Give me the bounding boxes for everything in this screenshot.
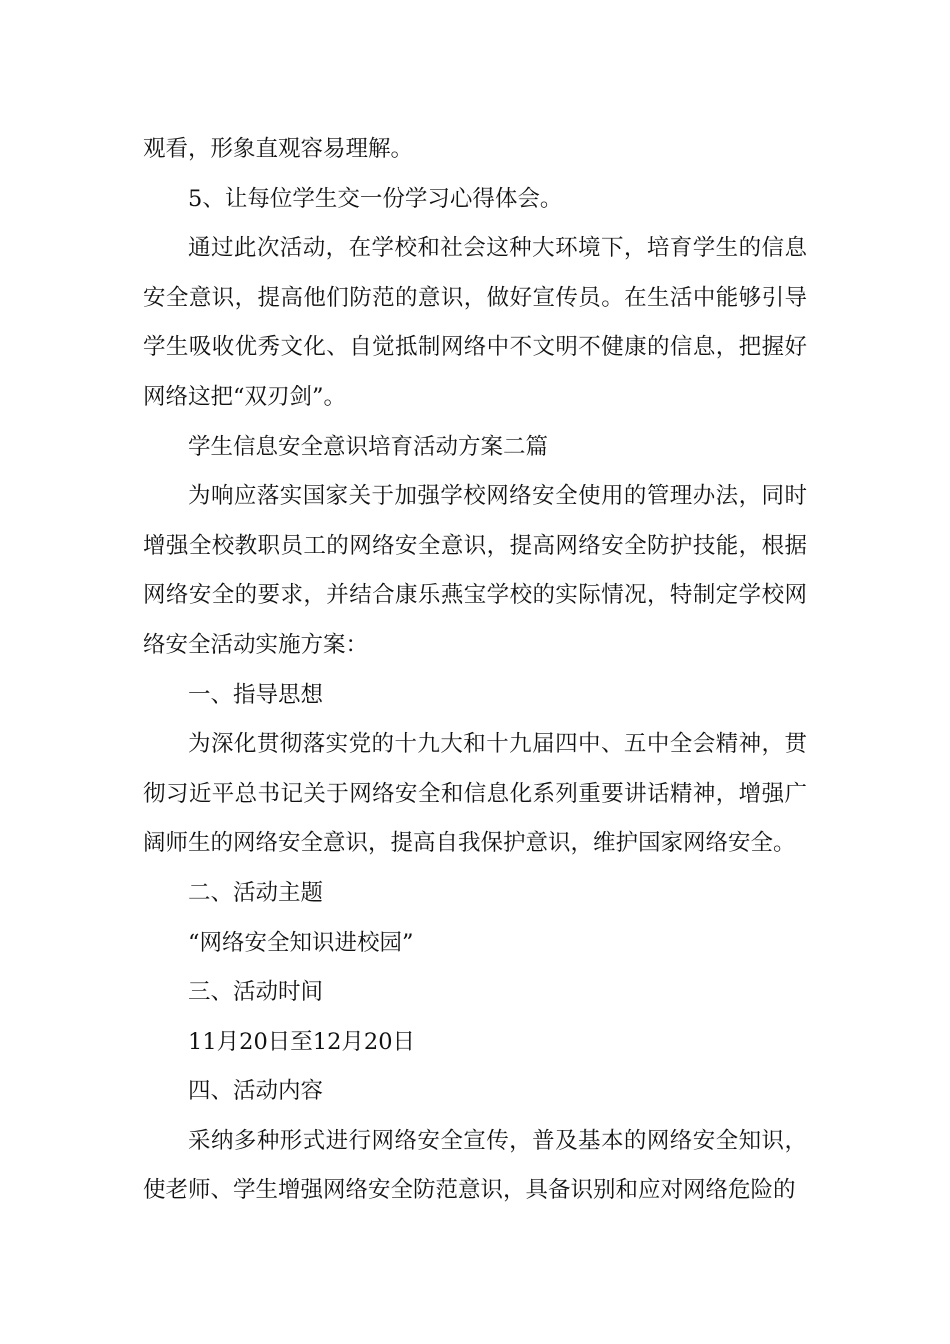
paragraph-activity-content: 采纳多种形式进行网络安全宣传，普及基本的网络安全知识，使老师、学生增强网络安全防范意识，具备识别和应对网络危险的 <box>143 1127 807 1204</box>
document-body <box>143 125 807 1216</box>
paragraph-continuation: 观看，形象直观容易理解。 <box>143 136 414 162</box>
paragraph-guiding-ideology: 为深化贯彻落实党的十九大和十九届四中、五中全会精神，贯彻习近平总书记关于网络安全和信息化系列重要讲话精神，增强广阔师生的网络安全意识，提高自我保护意识，维护国家网络安全。 <box>143 731 807 857</box>
section-title: 学生信息安全意识培育活动方案二篇 <box>188 433 549 460</box>
heading-activity-theme: 二、活动主题 <box>188 879 324 906</box>
heading-guiding-ideology: 一、指导思想 <box>188 681 324 708</box>
heading-activity-content: 四、活动内容 <box>188 1078 324 1105</box>
list-item-5: 5、让每位学生交一份学习心得体会。 <box>188 185 563 212</box>
paragraph-activity-time: 11月20日至12月20日 <box>188 1028 416 1055</box>
paragraph-summary: 通过此次活动，在学校和社会这种大环境下，培育学生的信息安全意识，提高他们防范的意识，做好宣传员。在生活中能够引导学生吸收优秀文化、自觉抵制网络中不文明不健康的信息，把握好网络这把“双刃剑”。 <box>143 235 807 410</box>
paragraph-activity-theme: “网络安全知识进校园” <box>188 929 414 956</box>
heading-activity-time: 三、活动时间 <box>188 979 324 1006</box>
paragraph-intro: 为响应落实国家关于加强学校网络安全使用的管理办法，同时增强全校教职员工的网络安全意识，提高网络安全防护技能，根据网络安全的要求，并结合康乐燕宝学校的实际情况，特制定学校网络安全活动实施方案： <box>143 483 807 658</box>
